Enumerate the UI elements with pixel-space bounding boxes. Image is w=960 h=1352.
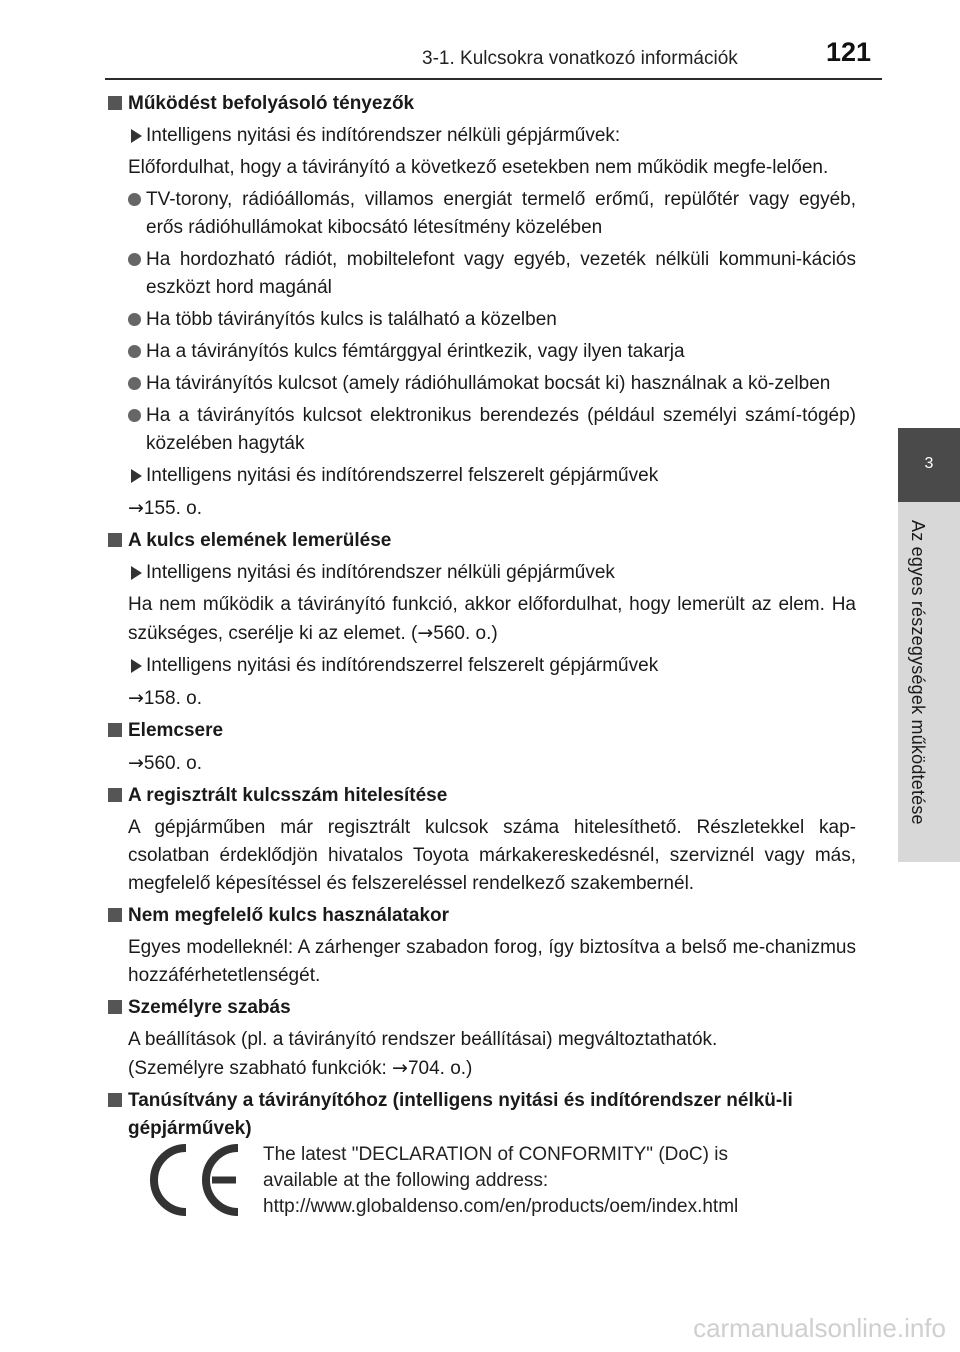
section-key-number-verification <box>108 782 856 898</box>
square-bullet-icon <box>108 1093 122 1107</box>
section-heading: Elemcsere <box>108 717 856 745</box>
subheading: Intelligens nyitási és indítórendszerrel felszerelt gépjárművek <box>108 652 856 680</box>
circle-bullet-icon <box>128 377 141 390</box>
page-reference[interactable]: 704. o.) <box>407 1058 473 1079</box>
list-item: TV-torony, rádióállomás, villamos energiát termelő erőmű, repülőtér vagy egyéb, erős rádióhullámokat kibocsátó létesítmény közelében <box>108 186 856 242</box>
subheading: Intelligens nyitási és indítórendszer nélküli gépjárművek <box>108 559 856 587</box>
square-bullet-icon <box>108 96 122 110</box>
section-heading: Tanúsítvány a távirányítóhoz (intelligens nyitási és indítórendszer nélkü-li gépjárművek) <box>108 1087 856 1143</box>
page-reference[interactable]: →155. o. <box>128 497 203 519</box>
page-content <box>108 90 856 1147</box>
paragraph: Egyes modelleknél: A zárhenger szabadon forog, így biztosítva a belső me-chanizmus hozzáférhetetlenségét. <box>128 937 856 986</box>
section-heading: A regisztrált kulcsszám hitelesítése <box>108 782 856 810</box>
section-heading: Személyre szabás <box>108 994 856 1022</box>
triangle-bullet-icon <box>131 659 142 673</box>
chapter-title: Az egyes részegységek működtetése <box>908 520 928 825</box>
paragraph: A gépjárműben már regisztrált kulcsok száma hitelesíthető. Részletekkel kap-csolatban érdeklődjön hivatalos Toyota márkakereskedésnél, szerviznél vagy más, megfelelő képesítéssel és felszereléssel rendelkező szakembernél. <box>128 817 856 894</box>
triangle-bullet-icon <box>131 469 142 483</box>
list-item: Ha több távirányítós kulcs is található a közelben <box>108 306 856 334</box>
watermark: carmanualsonline.info <box>693 1313 946 1343</box>
section-certificate <box>108 1087 856 1143</box>
arrow-icon: → <box>128 687 144 709</box>
circle-bullet-icon <box>128 253 141 266</box>
paragraph: Ha nem működik a távirányító funkció, akkor előfordulhat, hogy lemerült az elem. Ha szükséges, cserélje ki az elemet. (→560. o.) <box>128 594 856 644</box>
subheading: Intelligens nyitási és indítórendszer nélküli gépjárművek: <box>108 122 856 150</box>
section-heading: Nem megfelelő kulcs használatakor <box>108 902 856 930</box>
triangle-bullet-icon <box>131 566 142 580</box>
chapter-number: 3 <box>924 455 934 472</box>
square-bullet-icon <box>108 788 122 802</box>
square-bullet-icon <box>108 533 122 547</box>
page-header <box>0 30 960 80</box>
circle-bullet-icon <box>128 409 141 422</box>
section-wrong-key <box>108 902 856 990</box>
page-number: 121 <box>826 37 872 67</box>
chapter-tab <box>898 428 960 502</box>
paragraph: Előfordulhat, hogy a távirányító a következő esetekben nem működik megfe-lelően. <box>128 157 829 178</box>
page-reference[interactable]: →158. o. <box>128 687 203 709</box>
triangle-bullet-icon <box>131 129 142 143</box>
header-rule <box>105 78 882 80</box>
declaration-line: available at the following address: <box>263 1170 549 1191</box>
section-heading: A kulcs elemének lemerülése <box>108 527 856 555</box>
square-bullet-icon <box>108 908 122 922</box>
circle-bullet-icon <box>128 345 141 358</box>
circle-bullet-icon <box>128 193 141 206</box>
page-reference[interactable]: →560. o. <box>128 752 203 774</box>
section-heading: Működést befolyásoló tényezők <box>108 90 856 118</box>
section-battery-depletion <box>108 527 856 713</box>
arrow-icon: → <box>128 752 144 774</box>
subheading: Intelligens nyitási és indítórendszerrel felszerelt gépjárművek <box>108 462 856 490</box>
circle-bullet-icon <box>128 313 141 326</box>
square-bullet-icon <box>108 1000 122 1014</box>
page-reference[interactable]: 560. o.) <box>433 623 498 644</box>
list-item: Ha a távirányítós kulcs fémtárggyal érintkezik, vagy ilyen takarja <box>108 338 856 366</box>
declaration-line: The latest "DECLARATION of CONFORMITY" (DoC) is <box>263 1144 728 1165</box>
arrow-icon: → <box>128 497 144 519</box>
declaration-url[interactable]: http://www.globaldenso.com/en/products/oem/index.html <box>263 1196 739 1217</box>
square-bullet-icon <box>108 723 122 737</box>
section-customization <box>108 994 856 1087</box>
declaration-text <box>263 1142 738 1220</box>
paragraph: A beállítások (pl. a távirányító rendszer beállításai) megváltoztathatók. (Személyre szabható funkciók: →704. o.) <box>128 1029 718 1079</box>
section-title: 3-1. Kulcsokra vonatkozó információk <box>422 48 738 69</box>
arrow-icon: → <box>417 622 434 644</box>
list-item: Ha hordozható rádiót, mobiltelefont vagy egyéb, vezeték nélküli kommuni-kációs eszközt hord magánál <box>108 246 856 302</box>
section-battery-replacement <box>108 717 856 778</box>
ce-mark-logo <box>146 1140 246 1220</box>
section-operation-factors <box>108 90 856 523</box>
list-item: Ha a távirányítós kulcsot elektronikus berendezés (például személyi számí-tógép) közelében hagyták <box>108 402 856 458</box>
arrow-icon: → <box>392 1057 408 1079</box>
list-item: Ha távirányítós kulcsot (amely rádióhullámokat bocsát ki) használnak a kö-zelben <box>108 370 856 398</box>
